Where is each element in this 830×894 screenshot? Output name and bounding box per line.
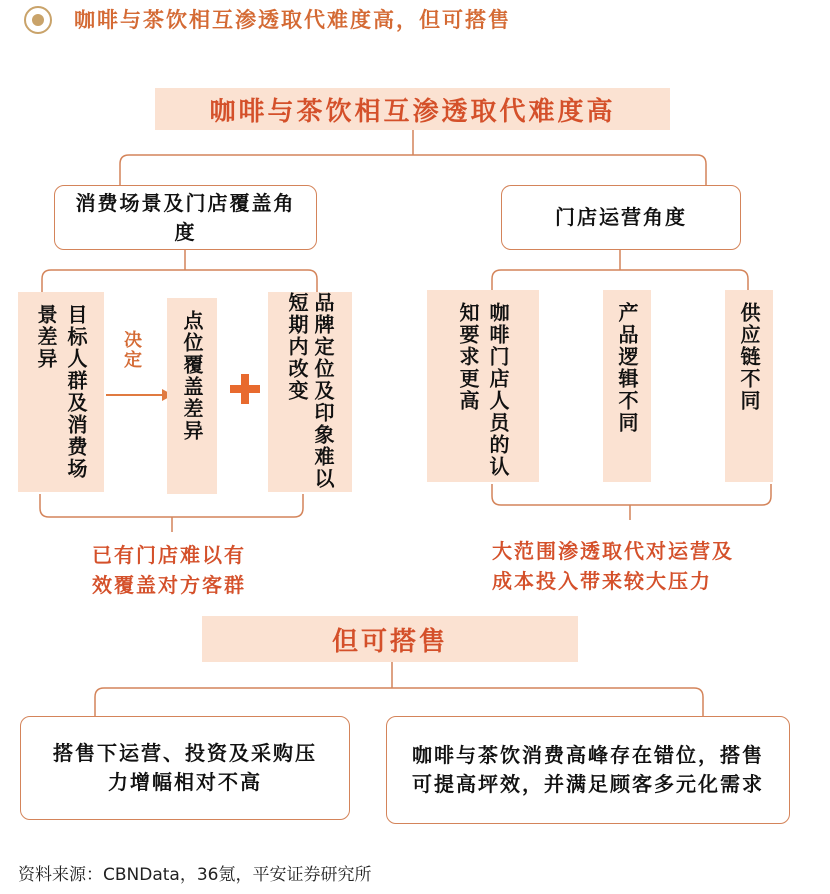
target-column <box>18 292 104 492</box>
decide-label <box>118 330 144 378</box>
target-column-text: 目标人群及消费场景差异 <box>34 304 88 480</box>
coverage-column <box>167 298 217 494</box>
top-title: 咖啡与茶饮相互渗透取代难度高 <box>155 88 670 130</box>
page-title: 咖啡与茶饮相互渗透取代难度高，但可搭售 <box>74 7 511 32</box>
brand-column-text: 品牌定位及印象难以短期内改变 <box>285 292 335 490</box>
left-conclusion-line-1: 已有门店难以有 <box>92 543 246 567</box>
supply-column <box>725 290 773 482</box>
left-conclusion-line-2: 效覆盖对方客群 <box>92 573 246 597</box>
left-branch-title: 消费场景及门店覆盖角度 <box>54 185 317 250</box>
bottom-left-box: 搭售下运营、投资及采购压力增幅相对不高 <box>20 716 350 820</box>
right-conclusion-line-2: 成本投入带来较大压力 <box>492 569 712 593</box>
right-conclusion-line-1: 大范围渗透取代对运营及 <box>492 539 734 563</box>
bottom-title: 但可搭售 <box>202 616 578 662</box>
coverage-column-text: 点位覆盖差异 <box>180 310 204 442</box>
decide-label-text: 决定 <box>121 330 142 370</box>
supply-column-text: 供应链不同 <box>737 302 761 412</box>
product-column <box>603 290 651 482</box>
source-note: 资料来源：CBNData，36氪，平安证券研究所 <box>18 865 372 885</box>
right-branch-title: 门店运营角度 <box>501 185 741 250</box>
bottom-right-box: 咖啡与茶饮消费高峰存在错位，搭售可提高坪效，并满足顾客多元化需求 <box>386 716 790 824</box>
staff-column-text: 咖啡门店人员的认知要求更高 <box>456 302 510 478</box>
staff-column <box>427 290 539 482</box>
product-column-text: 产品逻辑不同 <box>615 302 639 434</box>
brand-column <box>268 292 352 492</box>
plus-icon <box>230 374 260 404</box>
